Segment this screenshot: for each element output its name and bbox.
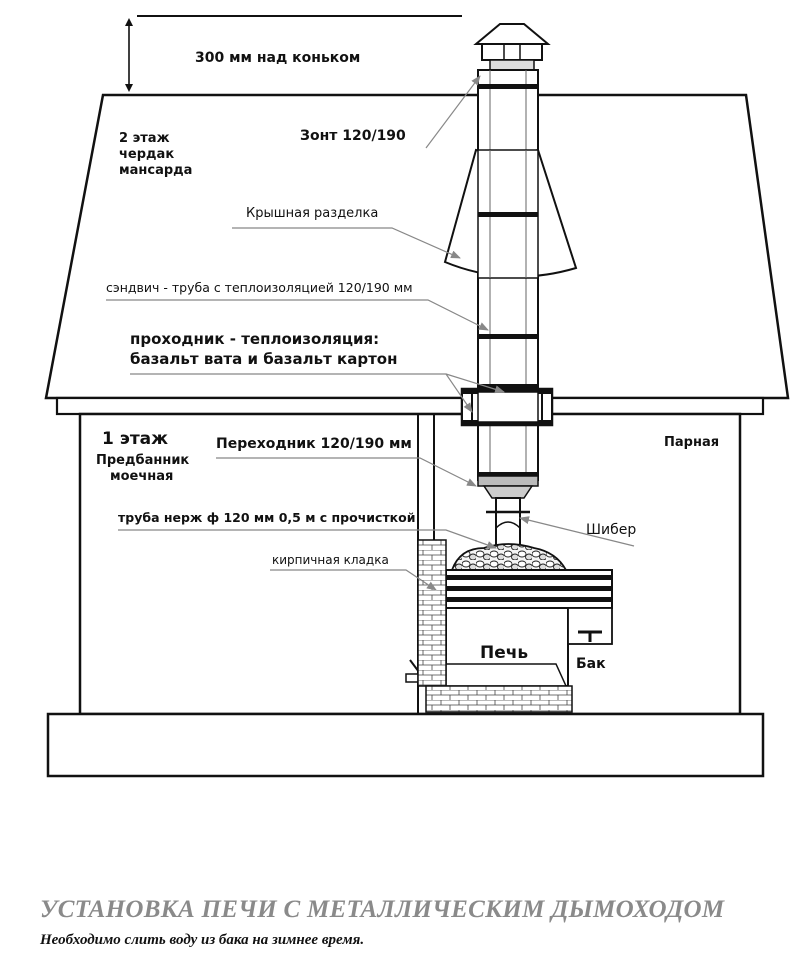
label-damper: Шибер xyxy=(586,522,637,538)
label-adapter: Переходник 120/190 мм xyxy=(216,436,412,452)
label-sandwich: сэндвич - труба с теплоизоляцией 120/190 мм xyxy=(106,280,413,295)
label-floor1-sub1: Предбанник xyxy=(96,453,190,468)
label-steam-room: Парная xyxy=(664,435,720,450)
label-floor1: 1 этаж xyxy=(102,429,169,449)
label-floor2-line2: чердак xyxy=(119,147,175,162)
caption-title: УСТАНОВКА ПЕЧИ С МЕТАЛЛИЧЕСКИМ ДЫМОХОДОМ xyxy=(40,896,725,923)
label-brickwork: кирпичная кладка xyxy=(272,553,389,567)
label-floor1-sub2: моечная xyxy=(110,469,174,484)
label-pass-line1: проходник - теплоизоляция: xyxy=(130,330,380,348)
label-above-ridge: 300 мм над коньком xyxy=(195,50,361,66)
label-floor2-line3: мансарда xyxy=(119,163,193,178)
label-steel-pipe: труба нерж ф 120 мм 0,5 м с прочисткой xyxy=(118,510,416,525)
ceiling-pass-through xyxy=(462,389,552,425)
caption-note: Необходимо слить воду из бака на зимнее время. xyxy=(40,932,365,948)
label-stove: Печь xyxy=(480,643,529,663)
label-pass-line2: базальт вата и базальт картон xyxy=(130,350,398,368)
chimney-cap xyxy=(476,24,548,70)
label-tank: Бак xyxy=(576,656,606,672)
label-cap: Зонт 120/190 xyxy=(300,128,406,144)
label-roof-cut: Крышная разделка xyxy=(246,206,379,221)
label-floor2-line1: 2 этаж xyxy=(119,131,170,146)
